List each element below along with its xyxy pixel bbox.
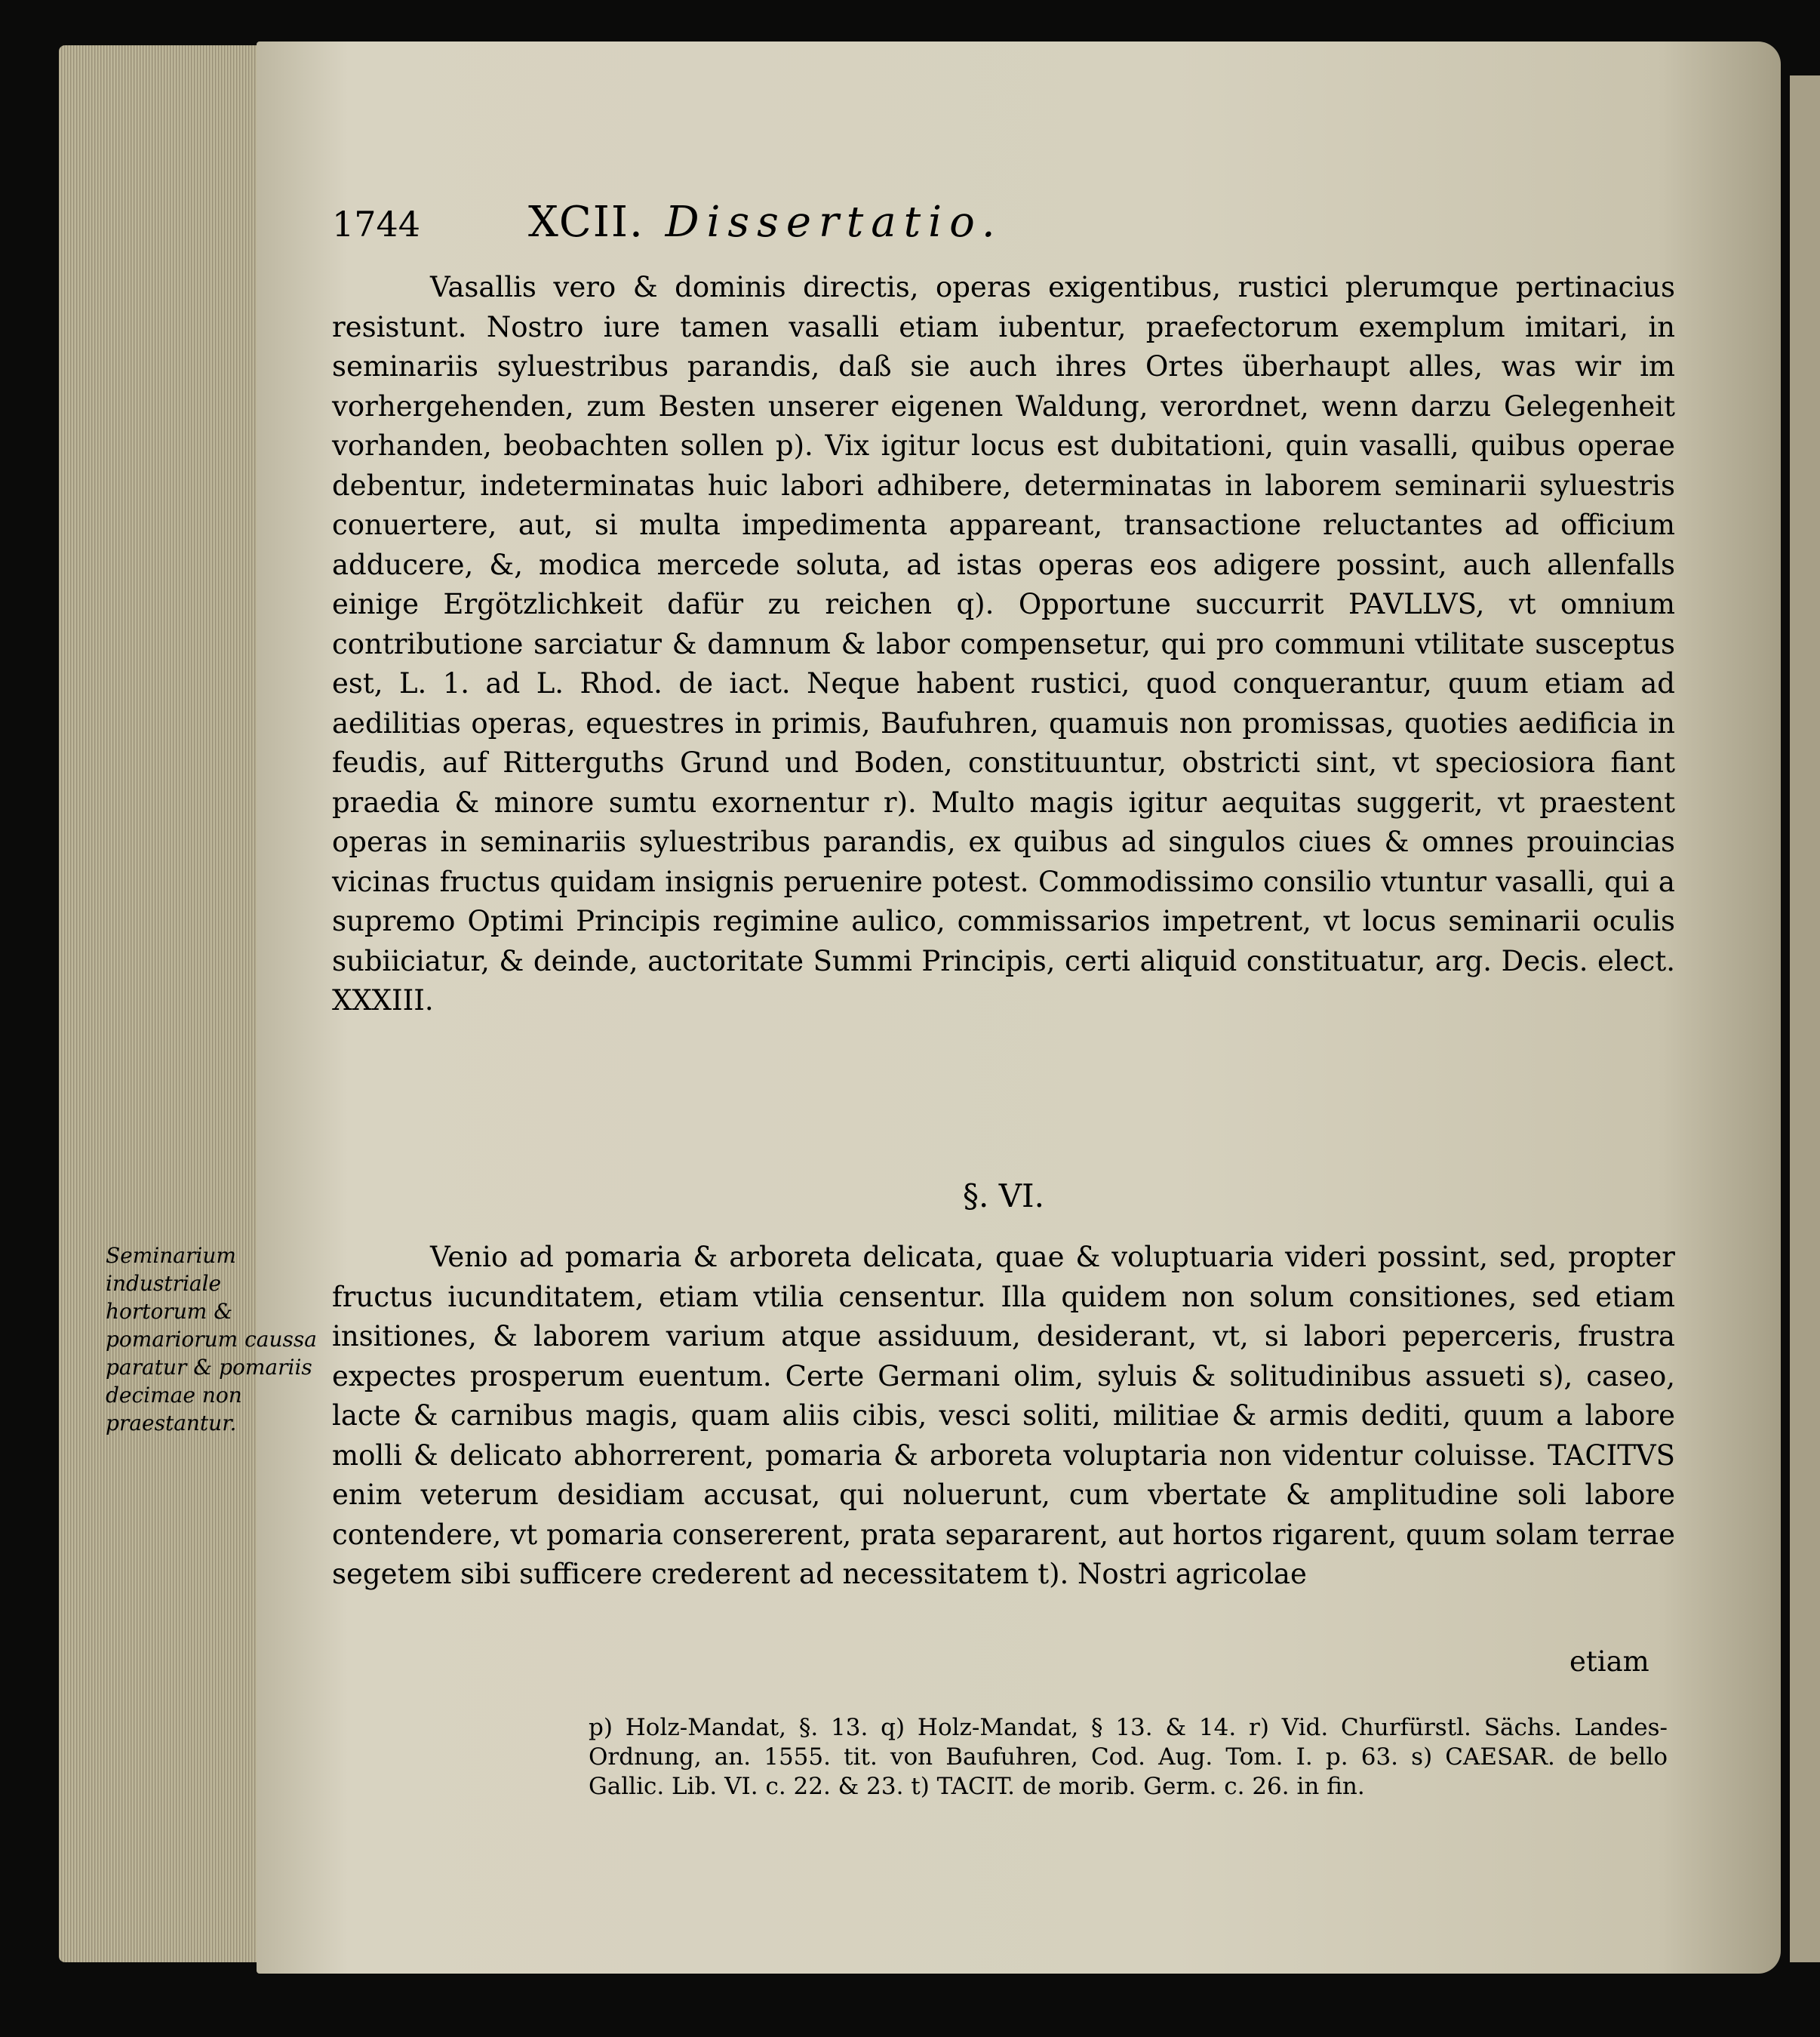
paragraph-1 xyxy=(332,268,1675,1021)
margin-note: Seminarium industriale hortorum & pomariorum caussa paratur & pomariis decimae non praestantur. xyxy=(106,1243,317,1435)
title-word: Dissertatio. xyxy=(665,198,1003,247)
section-heading: §. VI. xyxy=(963,1177,1044,1214)
catchword: etiam xyxy=(1569,1645,1649,1678)
facing-page-edge xyxy=(1790,75,1820,1962)
title-number: XCII. xyxy=(528,198,644,247)
page-number: 1744 xyxy=(332,204,421,245)
footnotes: p) Holz-Mandat, §. 13. q) Holz-Mandat, § 13. & 14. r) Vid. Churfürstl. Sächs. Landes-Ordnung, an. 1555. tit. von Baufuhren, Cod. Aug. Tom. I. p. 63. s) CAESAR. de bello Gallic. Lib. VI. c. 22. & 23. t) TACIT. de morib. Germ. c. 26. in fin. xyxy=(589,1714,1668,1800)
paragraph-2 xyxy=(332,1238,1675,1595)
page-header xyxy=(332,198,1675,257)
paragraph-2-text: Venio ad pomaria & arboreta delicata, quae & voluptuaria videri possint, sed, propter fructus iucunditatem, etiam vtilia censentur. Illa quidem non solum consitiones, sed etiam insitiones, & laborem varium atque assiduum, desiderant, vt, si labori peperceris, frustra expectes prosperum euentum. Certe Germani olim, syluis & solitudinibus assueti s), caseo, lacte & carnibus magis, quam aliis cibis, vesci soliti, militiae & armis dediti, quum a labore molli & delicato abhorrerent, pomaria & arboreta voluptaria non videntur coluisse. TACITVS enim veterum desidiam accusat, qui noluerunt, cum vbertate & amplitudine soli labore contendere, vt pomaria consererent, prata separarent, aut hortos rigarent, quum solam terrae segetem sibi sufficere crederent ad necessitatem t). Nostri agricolae xyxy=(332,1241,1675,1590)
book-page-edges xyxy=(59,45,270,1962)
running-title xyxy=(528,198,1003,247)
paragraph-1-text: Vasallis vero & dominis directis, operas exigentibus, rustici plerumque pertinacius resistunt. Nostro iure tamen vasalli etiam iubentur, praefectorum exemplum imitari, in seminariis syluestribus parandis, daß sie auch ihres Ortes überhaupt alles, was wir im vorhergehenden, zum Besten unserer eigenen Waldung, verordnet, wenn darzu Gelegenheit vorhanden, beobachten sollen p). Vix igitur locus est dubitationi, quin vasalli, quibus operae debentur, indeterminatas huic labori adhibere, determinatas in laborem seminarii syluestris conuertere, aut, si multa impedimenta appareant, transactione reluctantes ad officium adducere, &, modica mercede soluta, ad istas operas eos adigere possint, auch allenfalls einige Ergötzlichkeit dafür zu reichen q). Opportune succurrit PAVLLVS, vt omnium contributione sarciatur & damnum & labor compensetur, qui pro communi vtilitate susceptus est, L. 1. ad L. Rhod. de iact. Neque habent rustici, quod conquerantur, quum etiam ad aedilitias operas, equestres in primis, Baufuhren, quamuis non promissas, quoties aedificia in feudis, auf Ritterguths Grund und Boden, constituuntur, obstricti sint, vt speciosiora fiant praedia & minore sumtu exornentur r). Multo magis igitur aequitas suggerit, vt praestent operas in seminariis syluestribus parandis, ex quibus ad singulos ciues & omnes prouincias vicinas fructus quidam insignis peruenire potest. Commodissimo consilio vtuntur vasalli, qui a supremo Optimi Principis regimine aulico, commissarios impetrent, vt locus seminarii oculis subiiciatur, & deinde, auctoritate Summi Principis, certi aliquid constituatur, arg. Decis. elect. XXXIII. xyxy=(332,271,1675,1017)
